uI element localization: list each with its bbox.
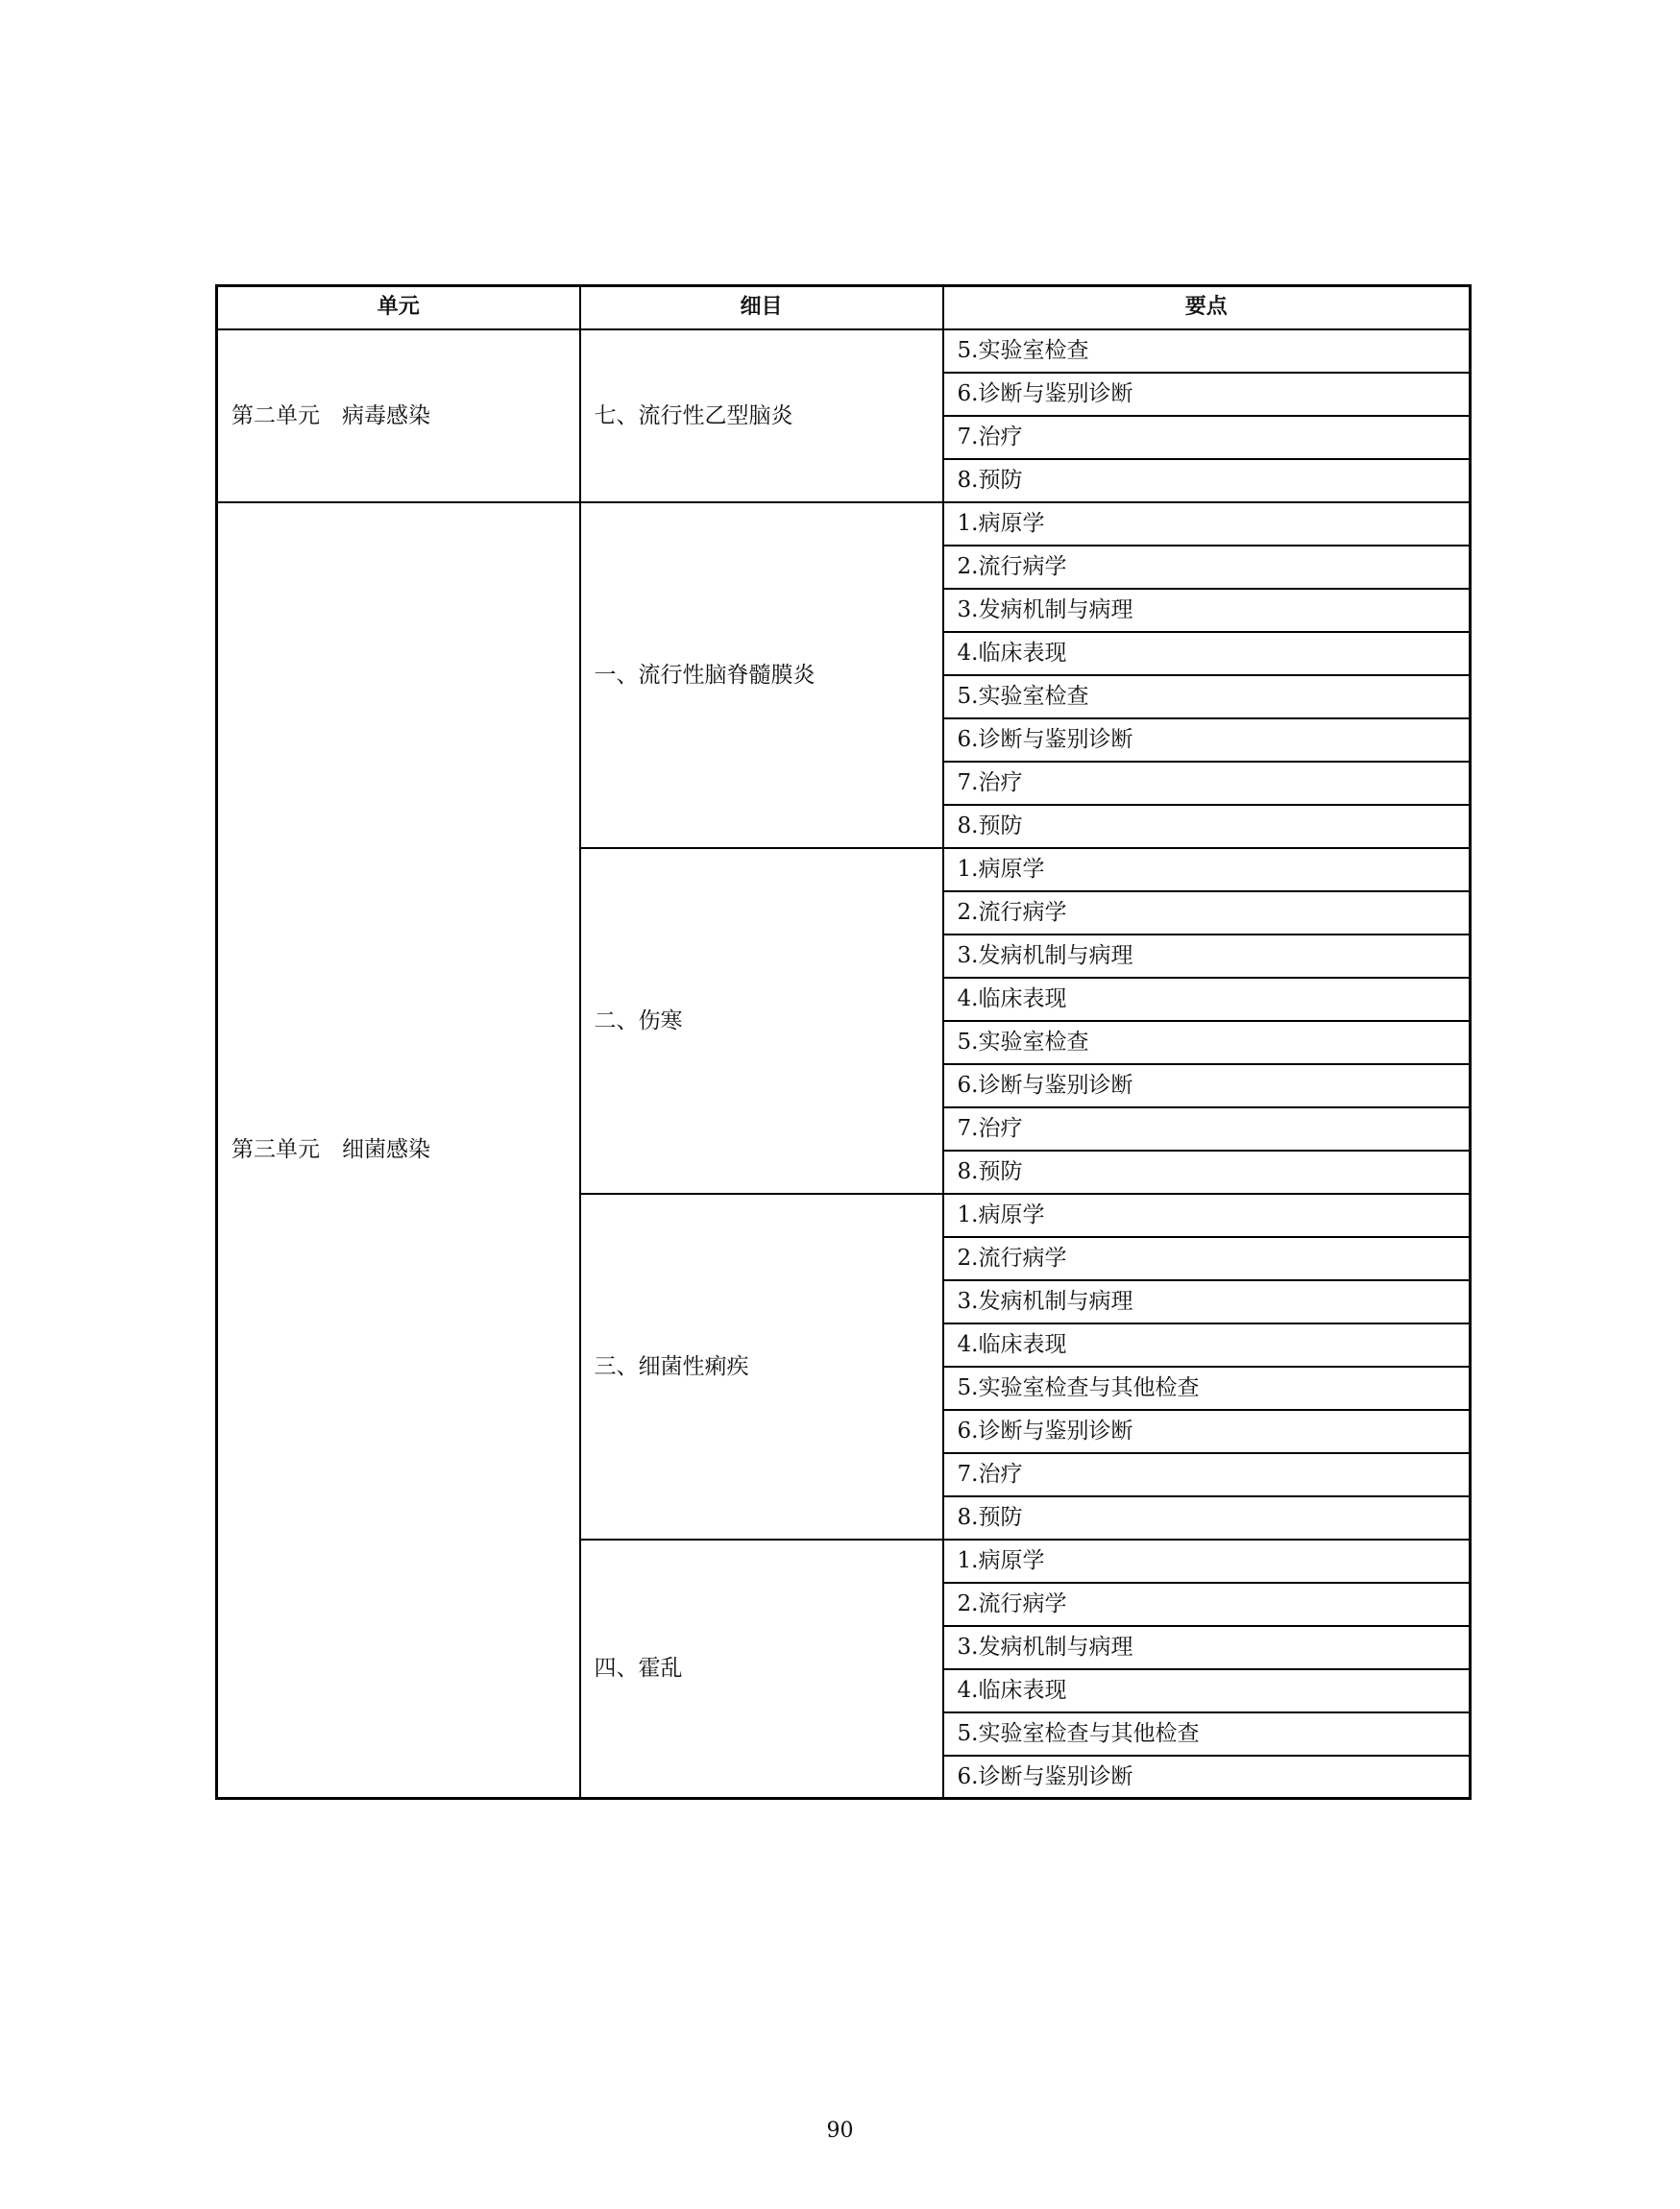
point-cell: 6.诊断与鉴别诊断: [943, 1410, 1471, 1453]
point-cell: 8.预防: [943, 1151, 1471, 1194]
point-cell: 8.预防: [943, 805, 1471, 848]
header-unit: 单元: [217, 286, 580, 329]
point-cell: 1.病原学: [943, 848, 1471, 891]
point-cell: 4.临床表现: [943, 632, 1471, 675]
point-cell: 8.预防: [943, 459, 1471, 502]
point-cell: 6.诊断与鉴别诊断: [943, 1756, 1471, 1799]
unit-cell: 第二单元 病毒感染: [217, 329, 580, 502]
point-cell: 5.实验室检查: [943, 1021, 1471, 1064]
point-cell: 2.流行病学: [943, 891, 1471, 935]
topic-cell: 四、霍乱: [580, 1540, 943, 1799]
point-cell: 5.实验室检查: [943, 329, 1471, 373]
table-row: [217, 502, 1471, 546]
table-row: [217, 329, 1471, 373]
point-cell: 4.临床表现: [943, 978, 1471, 1021]
page-number: 90: [826, 2119, 854, 2143]
point-cell: 4.临床表现: [943, 1669, 1471, 1712]
unit-cell: 第三单元 细菌感染: [217, 502, 580, 1799]
point-cell: 3.发病机制与病理: [943, 1280, 1471, 1323]
point-cell: 6.诊断与鉴别诊断: [943, 373, 1471, 416]
point-cell: 7.治疗: [943, 416, 1471, 459]
point-cell: 5.实验室检查与其他检查: [943, 1367, 1471, 1410]
topic-cell: 七、流行性乙型脑炎: [580, 329, 943, 502]
point-cell: 4.临床表现: [943, 1323, 1471, 1367]
point-cell: 1.病原学: [943, 1540, 1471, 1583]
point-cell: 2.流行病学: [943, 546, 1471, 589]
point-cell: 5.实验室检查与其他检查: [943, 1712, 1471, 1756]
topic-cell: 一、流行性脑脊髓膜炎: [580, 502, 943, 848]
point-cell: 3.发病机制与病理: [943, 589, 1471, 632]
point-cell: 7.治疗: [943, 762, 1471, 805]
point-cell: 8.预防: [943, 1496, 1471, 1540]
point-cell: 5.实验室检查: [943, 675, 1471, 718]
point-cell: 1.病原学: [943, 502, 1471, 546]
point-cell: 7.治疗: [943, 1453, 1471, 1496]
point-cell: 1.病原学: [943, 1194, 1471, 1237]
point-cell: 3.发病机制与病理: [943, 935, 1471, 978]
topic-cell: 三、细菌性痢疾: [580, 1194, 943, 1540]
point-cell: 6.诊断与鉴别诊断: [943, 1064, 1471, 1107]
header-topic: 细目: [580, 286, 943, 329]
header-points: 要点: [943, 286, 1471, 329]
topic-cell: 二、伤寒: [580, 848, 943, 1194]
header-row: [217, 286, 1471, 329]
point-cell: 2.流行病学: [943, 1583, 1471, 1626]
point-cell: 6.诊断与鉴别诊断: [943, 718, 1471, 762]
table-body: [217, 329, 1471, 1799]
syllabus-table: [215, 284, 1472, 1800]
point-cell: 2.流行病学: [943, 1237, 1471, 1280]
point-cell: 7.治疗: [943, 1107, 1471, 1151]
point-cell: 3.发病机制与病理: [943, 1626, 1471, 1669]
